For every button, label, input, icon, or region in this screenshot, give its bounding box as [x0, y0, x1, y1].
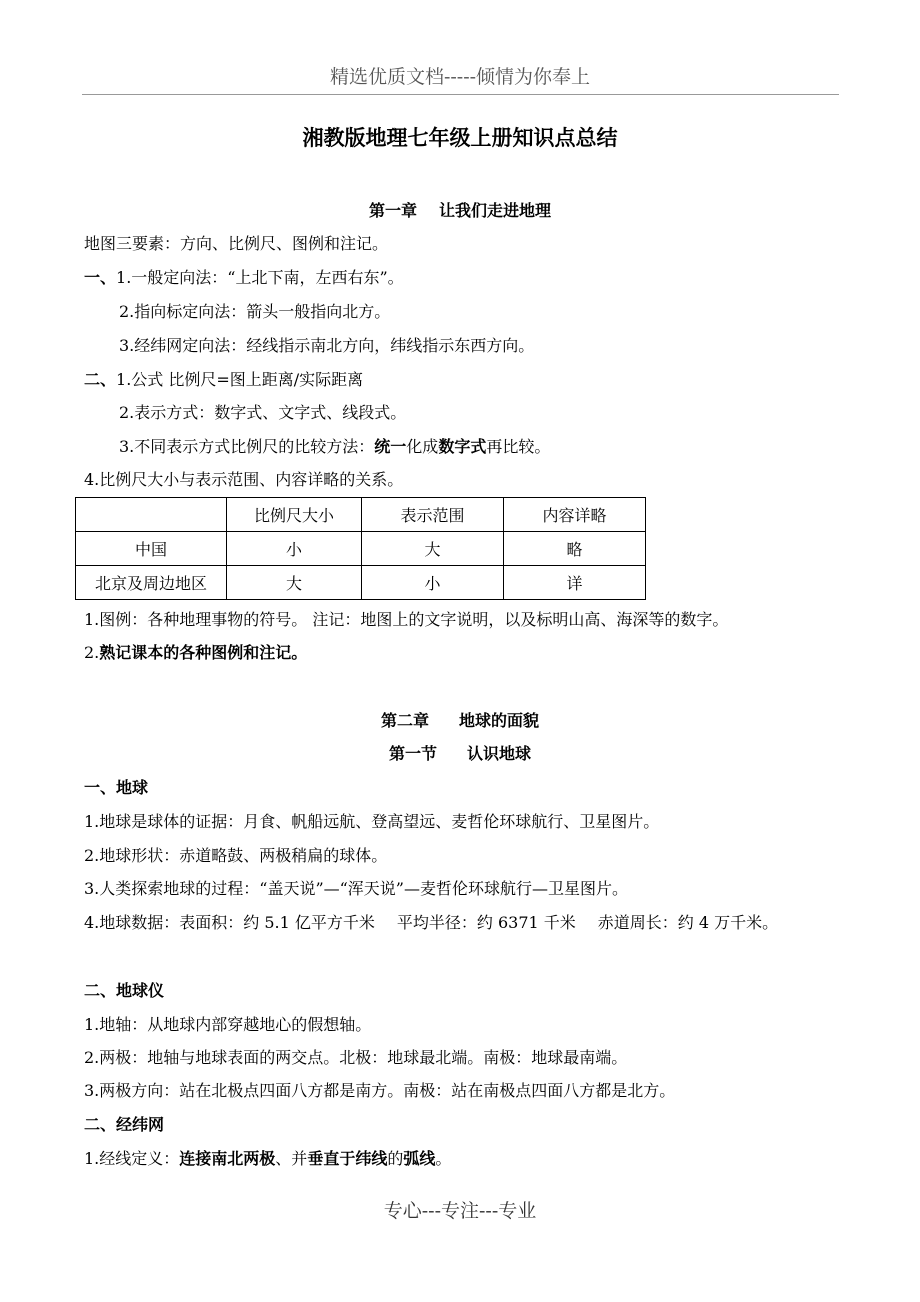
text-run: 。 — [435, 1149, 452, 1168]
section-heading — [0, 743, 920, 765]
table-row — [76, 566, 646, 600]
scale-comparison-table — [75, 497, 646, 600]
chapter1-s2-item2: 2.表示方式：数字式、文字式、线段式。 — [119, 403, 407, 422]
page-footer: 专心---专注---专业 — [383, 1200, 537, 1222]
chapter2-heading — [0, 710, 920, 732]
part2-item2: 2.两极：地轴与地球表面的两交点。北极：地球最北端。南极：地球最南端。 — [84, 1048, 628, 1067]
emphasis-run: 熟记课本的各种图例和注记。 — [99, 643, 308, 662]
text-run: 2. — [84, 643, 100, 662]
list-item: 1.公式 比例尺=图上距离/实际距离 — [116, 370, 364, 389]
table-cell: 大 — [227, 566, 362, 600]
section-number: 第一节 — [388, 744, 437, 763]
chapter1-note1: 1.图例：各种地理事物的符号。 注记：地图上的文字说明，以及标明山高、海深等的数字。 — [84, 610, 729, 629]
table-cell: 北京及周边地区 — [76, 566, 227, 600]
table-cell: 中国 — [76, 532, 227, 566]
part2-title: 二、地球仪 — [84, 981, 165, 1000]
part3-title: 二、经纬网 — [84, 1115, 165, 1134]
table-row — [76, 532, 646, 566]
part1-item4 — [84, 912, 778, 934]
chapter2-name: 地球的面貌 — [459, 711, 540, 730]
chapter1-s2-item1 — [84, 369, 363, 391]
chapter2-number: 第二章 — [380, 711, 429, 730]
part3-item1 — [84, 1148, 451, 1170]
chapter1-s2-item3 — [119, 436, 550, 458]
table-cell: 略 — [504, 532, 646, 566]
chapter1-intro: 地图三要素：方向、比例尺、图例和注记。 — [84, 234, 389, 253]
part1-item1: 1.地球是球体的证据：月食、帆船远航、登高望远、麦哲伦环球航行、卫星图片。 — [84, 812, 660, 831]
part2-item3: 3.两极方向：站在北极点四面八方都是南方。南极：站在南极点四面八方都是北方。 — [84, 1081, 676, 1100]
text-run: 的 — [387, 1149, 404, 1168]
text-run: 化成 — [406, 437, 439, 456]
part2-item1: 1.地轴：从地球内部穿越地心的假想轴。 — [84, 1015, 372, 1034]
document-title: 湘教版地理七年级上册知识点总结 — [302, 125, 618, 150]
chapter1-item4: 4.比例尺大小与表示范围、内容详略的关系。 — [84, 470, 404, 489]
text-run: 3.不同表示方式比例尺的比较方法： — [119, 437, 375, 456]
chapter1-name: 让我们走进地理 — [439, 201, 552, 220]
table-header-cell: 内容详略 — [504, 498, 646, 532]
emphasis-run: 数字式 — [438, 437, 487, 456]
part1-item2: 2.地球形状：赤道略鼓、两极稍扁的球体。 — [84, 846, 388, 865]
table-cell: 大 — [362, 532, 504, 566]
section-prefix: 一、 — [84, 268, 117, 287]
chapter1-s1-item1 — [84, 267, 404, 289]
text-run: 平均半径：约 6371 千米 — [396, 913, 576, 932]
text-run: 再比较。 — [486, 437, 551, 456]
text-run: 、并 — [275, 1149, 308, 1168]
text-run: 赤道周长：约 4 万千米。 — [597, 913, 779, 932]
table-header-row — [76, 498, 646, 532]
section-prefix: 二、 — [84, 370, 117, 389]
chapter1-s1-item2: 2.指向标定向法：箭头一般指向北方。 — [119, 302, 391, 321]
part1-item3: 3.人类探索地球的过程：“盖天说”—“浑天说”—麦哲伦环球航行—卫星图片。 — [84, 879, 628, 898]
chapter1-s1-item3: 3.经纬网定向法：经线指示南北方向，纬线指示东西方向。 — [119, 336, 535, 355]
page-header: 精选优质文档-----倾情为你奉上 — [329, 66, 591, 88]
chapter1-heading — [0, 200, 920, 222]
emphasis-run: 垂直于纬线 — [307, 1149, 388, 1168]
chapter1-number: 第一章 — [368, 201, 417, 220]
table-header-cell: 比例尺大小 — [227, 498, 362, 532]
emphasis-run: 连接南北两极 — [179, 1149, 276, 1168]
header-divider — [82, 94, 839, 95]
table-header-cell — [76, 498, 227, 532]
table-cell: 小 — [227, 532, 362, 566]
list-item: 1.一般定向法：“上北下南，左西右东”。 — [116, 268, 404, 287]
text-run: 1.经线定义： — [84, 1149, 180, 1168]
text-run: 4.地球数据：表面积：约 5.1 亿平方千米 — [84, 913, 375, 932]
emphasis-run: 统一 — [374, 437, 407, 456]
emphasis-run: 弧线 — [403, 1149, 436, 1168]
section-name: 认识地球 — [467, 744, 532, 763]
part1-title: 一、地球 — [84, 778, 149, 797]
table-cell: 小 — [362, 566, 504, 600]
table-header-cell: 表示范围 — [362, 498, 504, 532]
chapter1-note2 — [84, 642, 307, 664]
table-cell: 详 — [504, 566, 646, 600]
